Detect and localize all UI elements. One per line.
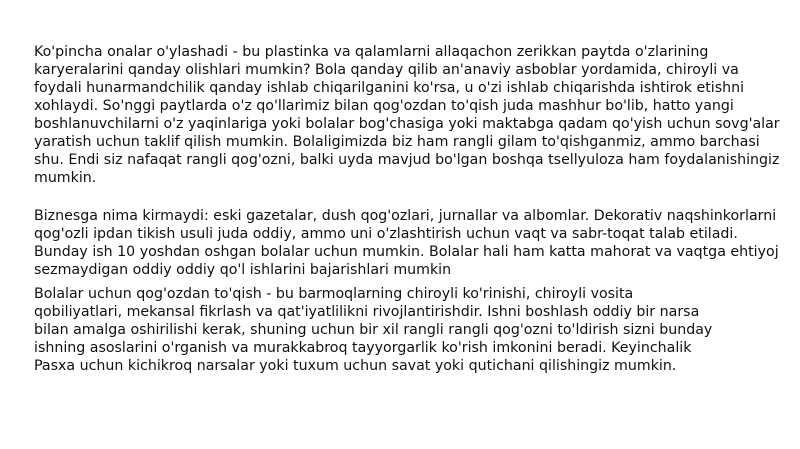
text-line: shu. Endi siz nafaqat rangli qog'ozni, balki uyda mavjud bo'lgan boshqa tsellyuloza ham foydalanishingiz [34,152,780,168]
text-line: qobiliyatlari, mekansal fikrlash va qat'iyatlilikni rivojlantirishdir. Ishni boshlash oddiy bir narsa [34,304,700,320]
text-line: Bolalar uchun qog'ozdan to'qish - bu barmoqlarning chiroyli ko'rinishi, chiroyli vosita [34,286,634,302]
document-body [34,43,780,375]
text-line: boshlanuvchilarni o'z yaqinlariga yoki bolalar bog'chasiga yoki maktabga qadam qo'yish uchun sovg'alar [34,116,780,132]
text-line: bilan amalga oshirilishi kerak, shuning uchun bir xil rangli rangli qog'ozni to'ldirish sizni bunday [34,322,713,338]
text-line: mumkin. [34,170,97,186]
text-line: sezmaydigan oddiy oddiy qo'l ishlarini bajarishlari mumkin [34,262,452,278]
text-line: karyeralarini qanday olishlari mumkin? Bola qanday qilib an'anaviy asboblar yordamida, chiroyli va [34,62,739,78]
text-line: Biznesga nima kirmaydi: eski gazetalar, dush qog'ozlari, jurnallar va albomlar. Dekorativ naqshinkorlarni [34,208,777,224]
text-line: foydali hunarmandchilik qanday ishlab chiqarilganini ko'rsa, u o'zi ishlab chiqarishda ishtirok etishni [34,80,745,96]
paragraph-materials [34,207,779,279]
text-line: Ko'pincha onalar o'ylashadi - bu plastinka va qalamlarni allaqachon zerikkan paytda o'zlarining [34,44,709,60]
text-line: Pasxa uchun kichikroq narsalar yoki tuxum uchun savat yoki qutichani qilishingiz mumkin. [34,358,677,374]
text-line: ishning asoslarini o'rganish va murakkabroq tayyorgarlik ko'rish imkonini beradi. Keyinchalik [34,340,692,356]
text-line: yaratish uchun taklif qilish mumkin. Bolaligimizda biz ham rangli gilam to'qishganmiz, ammo barchasi [34,134,760,150]
text-line: Bunday ish 10 yoshdan oshgan bolalar uchun mumkin. Bolalar hali ham katta mahorat va vaqtga ehtiyoj [34,244,779,260]
text-line: xohlaydi. So'nggi paytlarda o'z qo'llarimiz bilan qog'ozdan to'qish juda mashhur bo'lib, hatto yangi [34,98,734,114]
paragraph-intro [34,43,780,187]
paragraph-benefits [34,285,774,375]
text-line: qog'ozli ipdan tikish usuli juda oddiy, ammo uni o'zlashtirish uchun vaqt va sabr-toqat talab etiladi. [34,226,738,242]
